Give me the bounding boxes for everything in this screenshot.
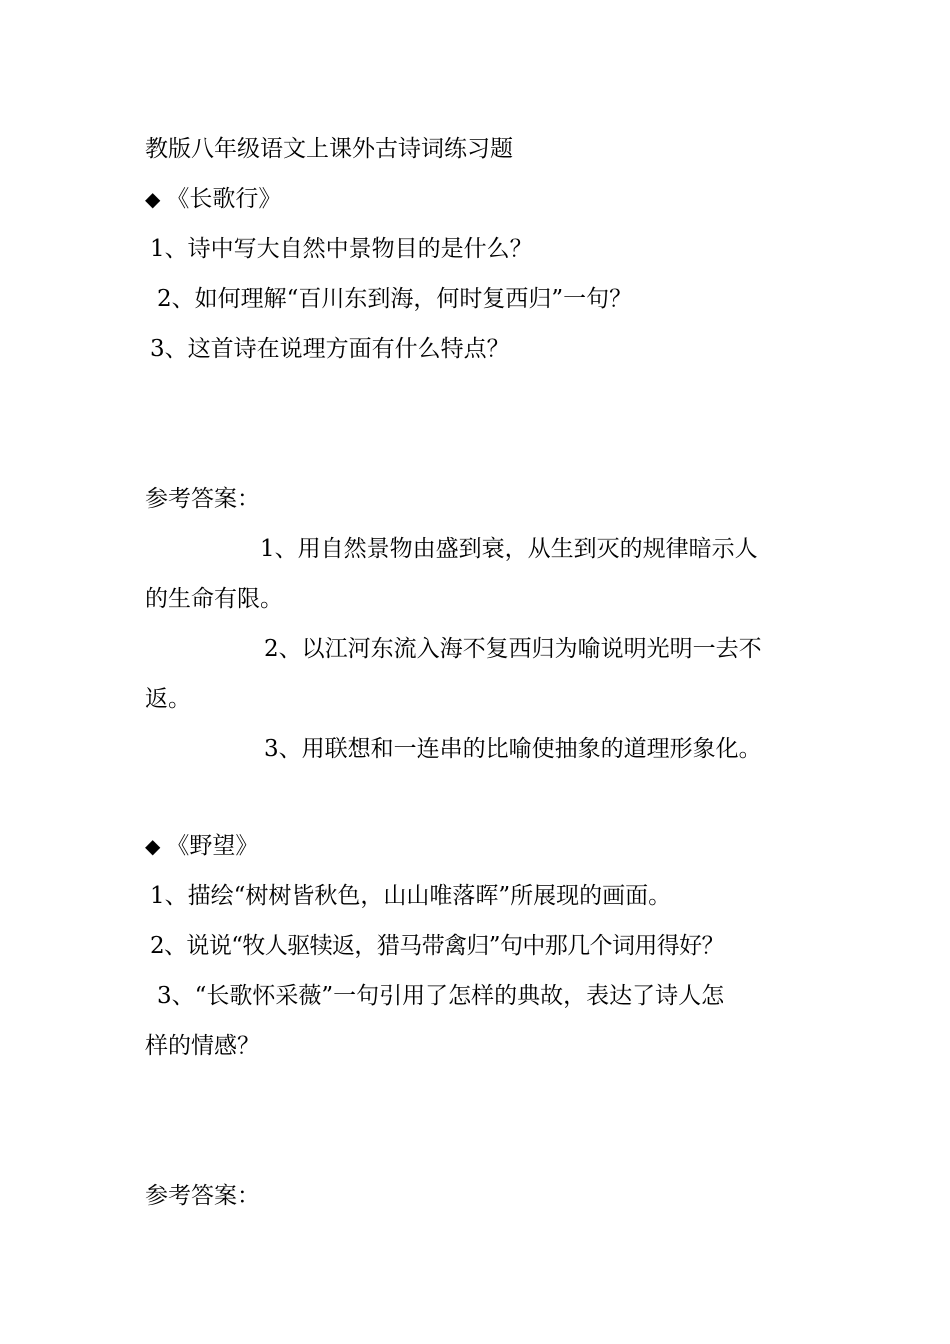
question-item: 1、诗中写大自然中景物目的是什么？ [150,236,533,262]
document-title: 教版八年级语文上课外古诗词练习题 [145,136,513,162]
answer-item: 2、以江河东流入海不复西归为喻说明光明一去不 [264,636,762,662]
question-item-continued: 样的情感？ [145,1033,260,1059]
question-item: 1、描绘“树树皆秋色，山山唯落晖”所展现的画面。 [150,883,672,909]
section-title: 《长歌行》 [166,186,282,212]
diamond-bullet-icon: ◆ [145,834,161,858]
answer-label: 参考答案： [145,1183,260,1209]
answer-item-continued: 的生命有限。 [145,586,283,612]
diamond-bullet-icon: ◆ [145,187,161,211]
question-item: 3、这首诗在说理方面有什么特点？ [150,336,510,362]
question-item: 2、说说“牧人驱犊返，猎马带禽归”句中那几个词用得好？ [150,933,724,959]
question-item: 3、“长歌怀采薇”一句引用了怎样的典故，表达了诗人怎 [157,983,725,1009]
answer-item: 1、用自然景物由盛到衰，从生到灭的规律暗示人 [260,536,758,562]
answer-label: 参考答案： [145,486,260,512]
section-title: 《野望》 [166,833,259,859]
answer-item: 3、用联想和一连串的比喻使抽象的道理形象化。 [264,736,762,762]
section-heading-changgexing [145,184,810,214]
answer-item-continued: 返。 [145,686,191,712]
section-heading-yewang [145,831,810,861]
question-item: 2、如何理解“百川东到海，何时复西归”一句？ [157,286,633,312]
